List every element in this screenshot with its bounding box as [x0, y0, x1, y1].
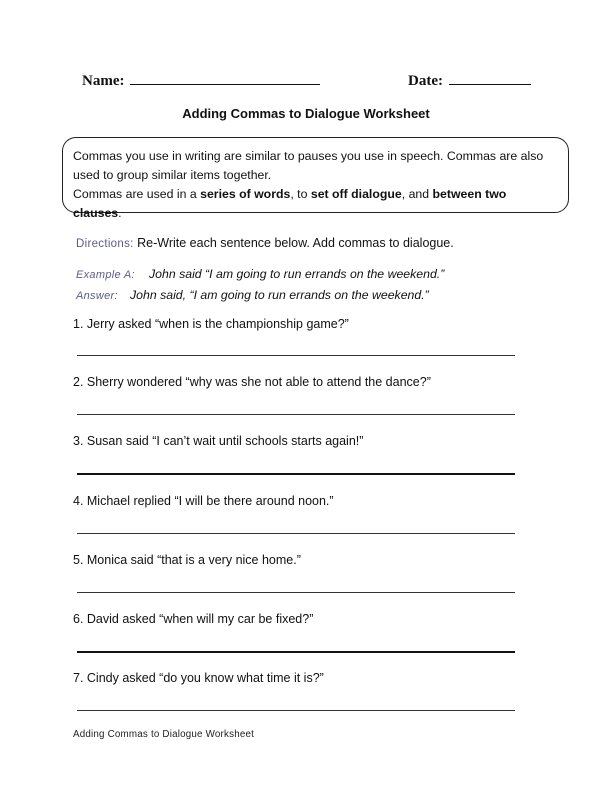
bold-set-off-dialogue: set off dialogue	[310, 187, 402, 201]
example-label: Example A:	[76, 269, 135, 281]
answer-label: Answer:	[76, 290, 118, 302]
answer-line-5[interactable]	[77, 592, 515, 593]
question-3: 3. Susan said “I can’t wait until schools starts again!”	[73, 434, 364, 448]
date-blank-line[interactable]	[449, 72, 531, 85]
answer-line-4[interactable]	[77, 533, 515, 534]
date-field	[408, 72, 531, 90]
name-field	[82, 72, 320, 90]
answer-line-3[interactable]	[77, 473, 515, 475]
worksheet-title: Adding Commas to Dialogue Worksheet	[182, 106, 430, 121]
answer-line-2[interactable]	[77, 414, 515, 415]
bold-series-of-words: series of words	[200, 187, 291, 201]
answer	[76, 286, 429, 304]
directions-text: Re-Write each sentence below. Add commas to dialogue.	[137, 236, 454, 250]
example	[76, 265, 444, 283]
question-6: 6. David asked “when will my car be fixed?”	[73, 612, 314, 626]
date-label: Date:	[408, 73, 443, 89]
info-box	[62, 137, 569, 220]
answer-line-6[interactable]	[77, 651, 515, 653]
question-2: 2. Sherry wondered “why was she not able to attend the dance?”	[73, 375, 431, 389]
question-1: 1. Jerry asked “when is the championship game?”	[73, 317, 349, 331]
name-label: Name:	[82, 73, 125, 89]
answer-text: John said, “I am going to run errands on the weekend.”	[130, 288, 429, 302]
question-7: 7. Cindy asked “do you know what time it is?”	[73, 671, 324, 685]
footer-text: Adding Commas to Dialogue Worksheet	[73, 729, 255, 740]
directions-label: Directions:	[76, 238, 134, 250]
name-blank-line[interactable]	[130, 72, 320, 85]
bold-between-two-clauses: between two clauses	[73, 187, 507, 220]
directions	[76, 236, 454, 250]
info-text-line2: Commas are used in a series of words, to set off dialogue, and between two clauses.	[73, 187, 507, 220]
answer-line-1[interactable]	[77, 355, 515, 356]
example-text: John said “I am going to run errands on the weekend.”	[149, 267, 445, 281]
question-5: 5. Monica said “that is a very nice home.”	[73, 553, 301, 567]
info-text-line1: Commas you use in writing are similar to pauses you use in speech. Commas are also used to group similar items together.	[73, 149, 544, 182]
question-4: 4. Michael replied “I will be there around noon.”	[73, 494, 334, 508]
answer-line-7[interactable]	[77, 710, 515, 711]
